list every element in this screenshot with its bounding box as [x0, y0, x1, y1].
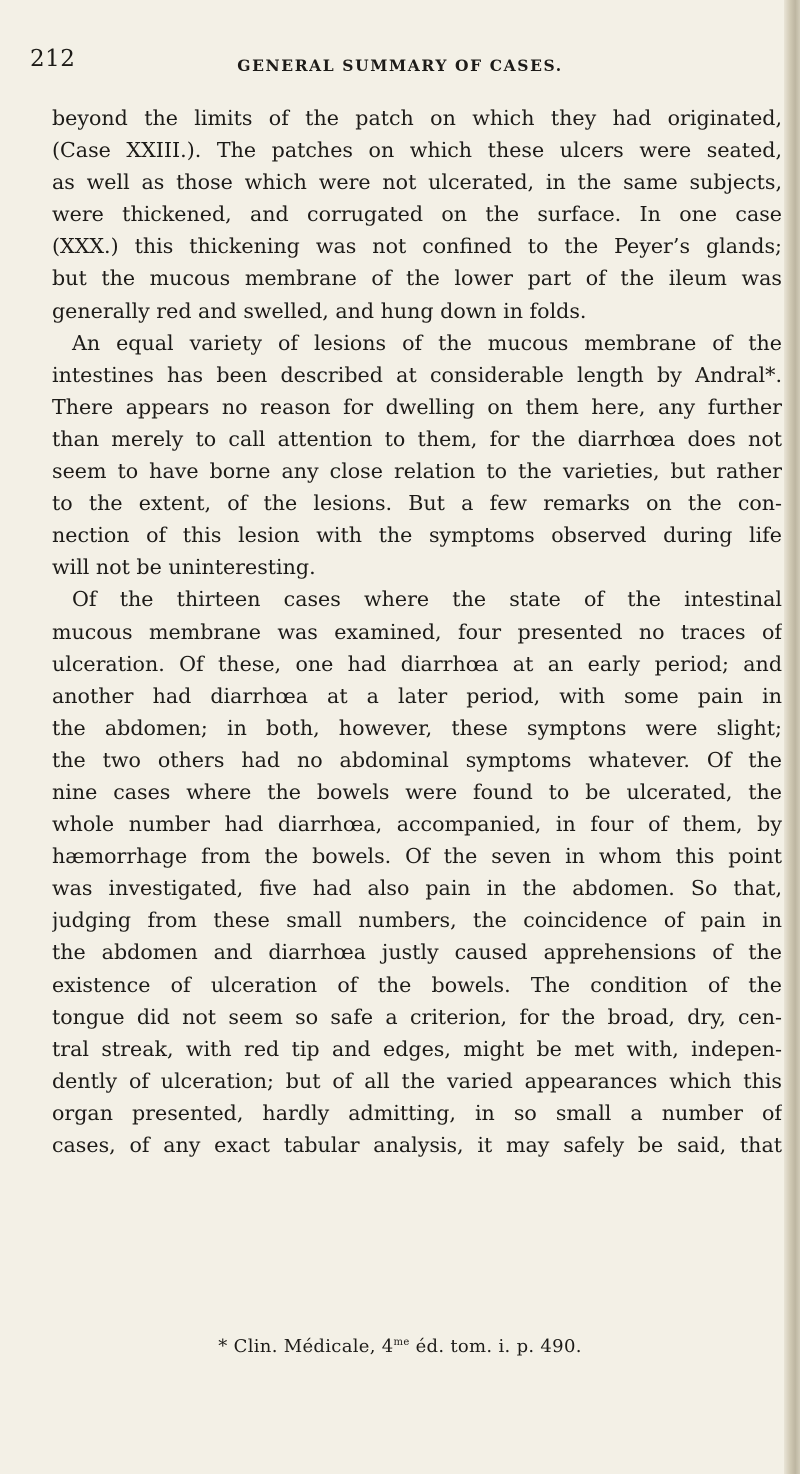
text-line: judging from these small numbers, the coincidence of pain in	[52, 908, 782, 933]
text-line: the abdomen; in both, however, these symptons were slight;	[52, 715, 782, 740]
text-line: existence of ulceration of the bowels. The condition of the	[52, 972, 782, 997]
text-line: tral streak, with red tip and edges, might be met with, indepen-	[52, 1036, 782, 1061]
text-line: than merely to call attention to them, for the diarrhœa does not	[52, 426, 782, 451]
text-line: the abdomen and diarrhœa justly caused apprehensions of the	[52, 940, 782, 965]
text-line: (Case XXIII.). The patches on which these ulcers were seated,	[52, 138, 782, 163]
text-line: (XXX.) this thickening was not confined to the Peyer’s glands;	[52, 234, 782, 259]
text-line: tongue did not seem so safe a criterion, for the broad, dry, cen-	[52, 1004, 782, 1029]
footnote	[0, 1336, 800, 1357]
text-line: seem to have borne any close relation to the varieties, but rather	[52, 459, 782, 484]
text-line: the two others had no abdominal symptoms whatever. Of the	[52, 747, 782, 772]
text-line: cases, of any exact tabular analysis, it may safely be said, that	[52, 1133, 782, 1157]
text-line: beyond the limits of the patch on which they had originated,	[52, 106, 782, 130]
text-line: hæmorrhage from the bowels. Of the seven in whom this point	[52, 844, 782, 869]
body-text	[52, 102, 782, 1161]
text-line: generally red and swelled, and hung down in folds.	[52, 298, 587, 323]
text-line: will not be uninteresting.	[52, 555, 316, 580]
text-line: as well as those which were not ulcerated, in the same subjects,	[52, 170, 782, 195]
text-line: There appears no reason for dwelling on them here, any further	[52, 394, 782, 419]
page-edge-shadow	[784, 0, 800, 1474]
footnote-rest: éd. tom. i. p. 490.	[409, 1336, 582, 1357]
running-head: GENERAL SUMMARY OF CASES.	[237, 56, 563, 75]
text-line: ulceration. Of these, one had diarrhœa at an early period; and	[52, 651, 782, 676]
text-line: mucous membrane was examined, four presented no traces of	[52, 619, 782, 644]
paragraph-start-line: An equal variety of lesions of the mucous membrane of the	[72, 330, 782, 355]
footnote-superscript: me	[393, 1337, 410, 1348]
text-line: but the mucous membrane of the lower part of the ileum was	[52, 266, 782, 291]
text-line: to the extent, of the lesions. But a few remarks on the con-	[52, 491, 782, 516]
text-line: nection of this lesion with the symptoms observed during life	[52, 523, 782, 548]
text-line: organ presented, hardly admitting, in so small a number of	[52, 1100, 782, 1125]
text-line: was investigated, five had also pain in the abdomen. So that,	[52, 876, 782, 901]
footnote-marker: *	[218, 1336, 228, 1357]
text-line: dently of ulceration; but of all the varied appearances which this	[52, 1068, 782, 1093]
text-line: another had diarrhœa at a later period, with some pain in	[52, 683, 782, 708]
footnote-text: Clin. Médicale, 4	[233, 1336, 394, 1357]
text-line: intestines has been described at considerable length by Andral*.	[52, 362, 782, 387]
paragraph-start-line: Of the thirteen cases where the state of the intestinal	[72, 587, 782, 612]
page-number: 212	[30, 46, 76, 72]
text-line: whole number had diarrhœa, accompanied, in four of them, by	[52, 812, 782, 837]
text-line: nine cases where the bowels were found to be ulcerated, the	[52, 779, 782, 804]
text-line: were thickened, and corrugated on the surface. In one case	[52, 202, 782, 227]
